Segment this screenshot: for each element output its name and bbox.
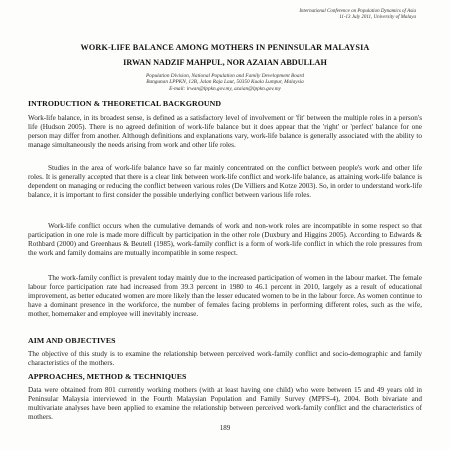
intro-paragraph-1: Work-life balance, in its broadest sense, is defined as a satisfactory level of involvement or 'fit' between the multiple roles in a person's life (Hudson 2005). There is no agreed definition of work-life balance but it does appear that the 'right' or 'perfect' balance for one person may differ from another. Although definitions and explanations vary, work-life balance is generally associated with the ability to manage simultaneously the needs arising from work and other life roles. bbox=[28, 114, 422, 149]
conference-header bbox=[216, 9, 416, 21]
conference-date: 11-13 July 2011, University of Malaya bbox=[339, 15, 416, 21]
intro-paragraph-3: Work-life conflict occurs when the cumulative demands of work and non-work roles are incompatible in some respect so that participation in one role is made more difficult by participation in the other role (Duxbury and Higgins 2005). According to Edwards & Rothbard (2000) and Greenhaus & Beutell (1985), work-family conflict is a form of work-life conflict in which the role pressures from the work and family domains are mutually incompatible in some respect. bbox=[28, 222, 422, 257]
author-affiliation bbox=[0, 73, 450, 92]
paper-authors: IRWAN NADZIF MAHPUL, NOR AZAIAN ABDULLAH bbox=[123, 58, 327, 67]
intro-paragraph-4: The work-family conflict is prevalent today mainly due to the increased participation of women in the labour market. The female labour force participation rate had increased from 39.3 percent in 1980 to 46.1 percent in 2010, largely as a result of educational improvement, as better educated women are more likely than the lesser educated women to be in the labour force. As women continue to have a dominant presence in the workforce, the number of females facing problems in performing different roles, such as the wife, mother, homemaker and employee will inevitably increase. bbox=[28, 274, 422, 318]
affiliation-email: E-mail: irwan@lppkn.gov.my, azaian@lppkn.gov.my bbox=[169, 85, 281, 92]
section-heading-introduction: INTRODUCTION & THEORETICAL BACKGROUND bbox=[28, 99, 222, 108]
affiliation-line-2: Bangunan LPPKN, 12B, Jalan Raja Laut, 50350 Kuala Lumpur, Malaysia bbox=[146, 79, 304, 86]
section-heading-aims: AIM AND OBJECTIVES bbox=[28, 336, 116, 345]
paper-title: WORK-LIFE BALANCE AMONG MOTHERS IN PENINSULAR MALAYSIA bbox=[80, 43, 370, 52]
approach-paragraph: Data were obtained from 801 currently working mothers (with at least having one child) who were between 15 and 49 years old in Peninsular Malaysia interviewed in the Fourth Malaysian Population and Family Survey (MPFS-4), 2004. Both bivariate and multivariate analyses have been applied to examine the relationship between perceived work-family conflict and the characteristics of mothers. bbox=[28, 386, 422, 421]
intro-paragraph-2: Studies in the area of work-life balance have so far mainly concentrated on the conflict between people's work and other life roles. It is generally accepted that there is a clear link between work-life conflict and work-life balance, as attaining work-life balance is dependent on managing or reducing the conflict between various roles (De Villiers and Kotze 2003). So, in order to understand work-life balance, it is important to first consider the possible underlying conflict between various life roles. bbox=[28, 164, 422, 199]
aims-paragraph: The objective of this study is to examine the relationship between perceived work-family conflict and socio-demographic and family characteristics of the mothers. bbox=[28, 350, 422, 367]
section-heading-approaches: APPROACHES, METHOD & TECHNIQUES bbox=[28, 372, 187, 381]
conference-name: International Conference on Population Dynamics of Asia bbox=[299, 9, 416, 14]
page-number: 189 bbox=[219, 424, 231, 432]
affiliation-line-1: Population Division, National Population and Family Development Board bbox=[145, 73, 305, 79]
